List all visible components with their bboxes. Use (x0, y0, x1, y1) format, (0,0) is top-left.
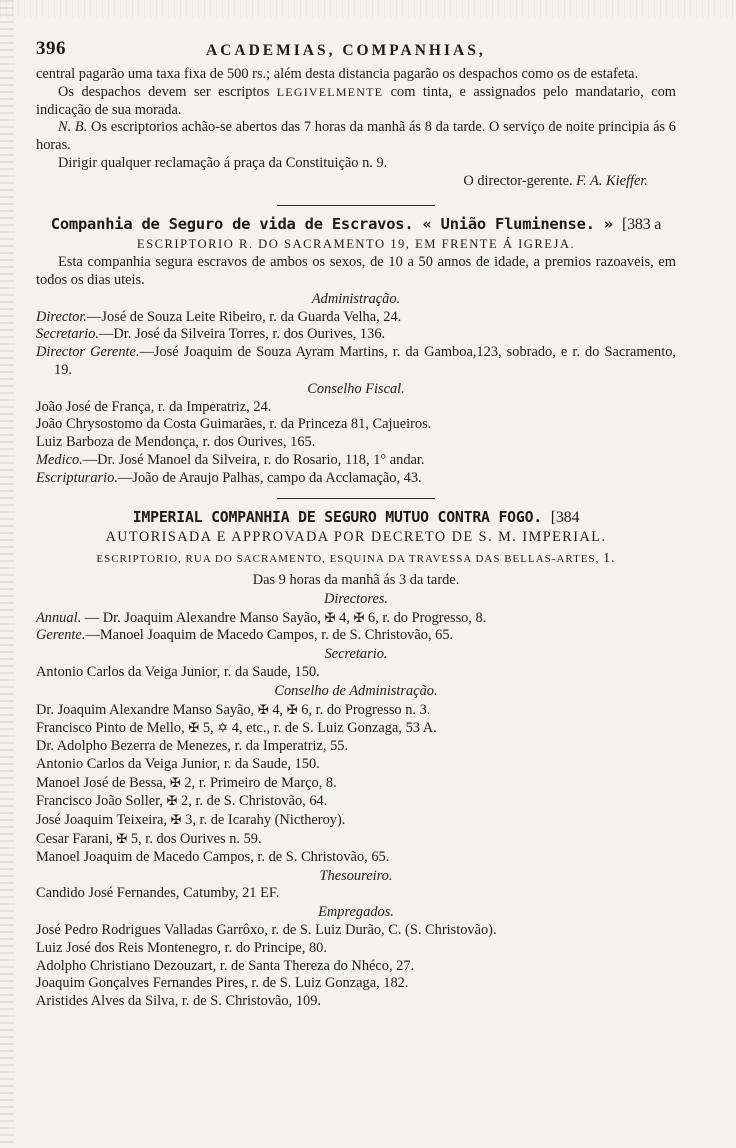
company-2-ref: [384 (550, 508, 580, 526)
council-member: Dr. Joaquim Alexandre Manso Sayão, ✠ 4, ✠ 6, r. do Progresso n. 3. (36, 701, 431, 718)
order-cross-icon: ✠ (188, 720, 200, 736)
council-member: Francisco Pinto de Mello, ✠ 5, ✡ 4, etc., r. de S. Luiz Gonzaga, 53 A. (36, 720, 437, 737)
fiscal-council-heading: Conselho Fiscal. (307, 380, 405, 397)
employee-entry: Aristides Alves da Silva, r. de S. Christovão, 109. (36, 993, 322, 1010)
council-member: Francisco João Soller, ✠ 2, r. de S. Christovão, 64. (36, 793, 328, 810)
company-2-title: IMPERIAL COMPANHIA DE SEGURO MUTUO CONTRA FOGO. [384 (132, 508, 580, 526)
star-order-icon: ✡ (217, 720, 229, 736)
company-1-ref: [383 a (621, 215, 662, 233)
order-cross-icon: ✠ (286, 701, 298, 717)
company-2-authorization: AUTORISADA E APPROVADA POR DECRETO DE S. M. IMPERIAL. (105, 529, 607, 546)
company-1-title: Companhia de Seguro de vida de Escravos. « União Fluminense. » [383 a (50, 214, 662, 233)
intro-paragraph-1: central pagarão uma taxa fixa de 500 rs.; além desta distancia pagarão os despachos como os de estafeta. (36, 66, 639, 82)
director-entry: Annual. — Dr. Joaquim Alexandre Manso Sayão, ✠ 4, ✠ 6, r. do Progresso, 8. (36, 609, 487, 626)
admin-entry: Secretario.—Dr. José da Silveira Torres, r. dos Ourives, 136. (36, 326, 386, 343)
order-cross-icon: ✠ (353, 609, 365, 625)
fiscal-member: João Chrysostomo da Costa Guimarães, r. da Princeza 81, Cajueiros. (36, 416, 432, 433)
council-member: Manoel Joaquim de Macedo Campos, r. de S. Christovão, 65. (36, 848, 390, 865)
admin-entry: Director Gerente.—José Joaquim de Souza Ayram Martins, r. da Gamboa,123, sobrado, e r. do Sacramento, 19. (36, 344, 676, 378)
office-hours: Das 9 horas da manhã ás 3 da tarde. (252, 571, 460, 588)
employees-heading: Empregados. (318, 904, 394, 921)
council-member: Dr. Adolpho Bezerra de Menezes, r. da Imperatriz, 55. (36, 738, 349, 755)
company-2-address: ESCRIPTORIO, RUA DO SACRAMENTO, ESQUINA DA TRAVESSA DAS BELLAS-ARTES, 1. (96, 551, 616, 567)
fiscal-member: Luiz Barboza de Mendonça, r. dos Ourives, 165. (36, 434, 316, 451)
treasurer-entry: Candido José Fernandes, Catumby, 21 EF. (36, 885, 280, 902)
secretary-heading: Secretario. (324, 646, 388, 663)
staff-entry: Escripturario.—João de Araujo Palhas, campo da Acclamação, 43. (36, 469, 422, 486)
intro-paragraph-2: Os despachos devem ser escriptos LEGIVELMENTE com tinta, e assignados pelo mandatario, com indicação de sua morada. (36, 83, 676, 118)
running-title: ACADEMIAS, COMPANHIAS, (206, 42, 486, 59)
section-divider (277, 205, 435, 206)
company-1-description: Esta companhia segura escravos de ambos os sexos, de 10 a 50 annos de idade, a premios razoaveis, em todos os dias uteis. (36, 254, 676, 288)
employee-entry: Adolpho Christiano Dezouzart, r. de Santa Thereza do Nhéco, 27. (36, 957, 415, 974)
page-header (36, 40, 676, 66)
directors-heading: Directores. (323, 590, 389, 607)
binding-edge (0, 0, 14, 1148)
fiscal-member: João José de França, r. da Imperatriz, 24. (36, 398, 272, 415)
order-cross-icon: ✠ (324, 609, 336, 625)
company-2-section (36, 509, 676, 1012)
document-page (36, 40, 676, 1011)
intro-paragraph-4: Dirigir qualquer reclamação á praça da Constituição n. 9. (58, 154, 388, 171)
employee-entry: José Pedro Rodrigues Valladas Garrôxo, r. de S. Luiz Durão, C. (S. Christovão). (36, 922, 497, 939)
page-number: 396 (36, 38, 66, 59)
council-member: Cesar Farani, ✠ 5, r. dos Ourives n. 59. (36, 831, 262, 848)
council-member: Manoel José de Bessa, ✠ 2, r. Primeiro de Março, 8. (36, 774, 337, 791)
employee-entry: Luiz José dos Reis Montenegro, r. do Principe, 80. (36, 939, 327, 956)
order-cross-icon: ✠ (170, 812, 182, 828)
company-1-address: ESCRIPTORIO R. DO SACRAMENTO 19, EM FRENTE Á IGREJA. (136, 237, 576, 252)
director-entry: Gerente.—Manoel Joaquim de Macedo Campos, r. de S. Christovão, 65. (36, 627, 454, 644)
order-cross-icon: ✠ (166, 793, 178, 809)
administration-heading: Administração. (311, 290, 401, 307)
secretary-entry: Antonio Carlos da Veiga Junior, r. da Saude, 150. (36, 663, 320, 680)
council-heading: Conselho de Administração. (274, 682, 438, 699)
order-cross-icon: ✠ (169, 774, 181, 790)
staff-entry: Medico.—Dr. José Manoel da Silveira, r. do Rosario, 118, 1° andar. (36, 451, 425, 468)
company-1-section (36, 216, 676, 488)
intro-paragraph-3: N. B. Os escriptorios achão-se abertos das 7 horas da manhã ás 8 da tarde. O serviço de noite principia ás 6 horas. (36, 119, 677, 154)
admin-entry: Director.—José de Souza Leite Ribeiro, r. da Guarda Velha, 24. (36, 308, 402, 325)
nb-label: N. B. (58, 119, 88, 136)
treasurer-heading: Thesoureiro. (319, 867, 393, 884)
emphasis-legivelmente: LEGIVELMENTE (276, 84, 384, 99)
council-member: José Joaquim Teixeira, ✠ 3, r. de Icarahy (Nictheroy). (36, 812, 346, 829)
employee-entry: Joaquim Gonçalves Fernandes Pires, r. de S. Luiz Gonzaga, 182. (36, 975, 409, 992)
page-edge-noise (0, 0, 736, 18)
signature: O director-gerente. F. A. Kieffer. (463, 172, 648, 189)
order-cross-icon: ✠ (257, 701, 269, 717)
order-cross-icon: ✠ (116, 831, 128, 847)
council-member: Antonio Carlos da Veiga Junior, r. da Saude, 150. (36, 755, 320, 772)
section-divider (277, 498, 435, 499)
